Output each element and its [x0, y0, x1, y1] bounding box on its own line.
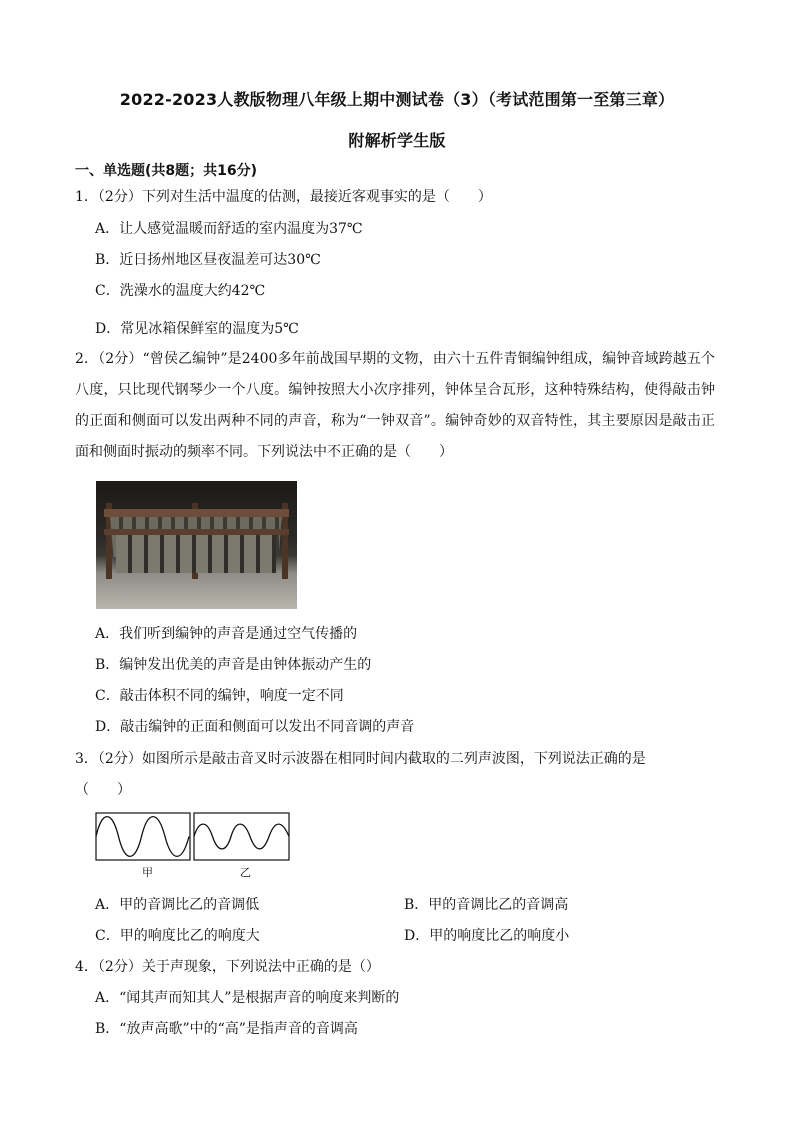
bianzhong-bells-photo: [96, 481, 297, 609]
question-3-option-a: A．甲的音调比乙的音调低: [95, 897, 260, 913]
question-1-option-b: B．近日扬州地区昼夜温差可达30℃: [95, 252, 321, 268]
question-1-option-d: D．常见冰箱保鲜室的温度为5℃: [95, 321, 299, 337]
document-title: 2022-2023人教版物理八年级上期中测试卷（3）（考试范围第一至第三章）: [119, 90, 675, 109]
question-1-option-a: A．让人感觉温暖而舒适的室内温度为37℃: [95, 221, 363, 237]
question-2-stem: 2．（2分）“曾侯乙编钟”是2400多年前战国早期的文物，由六十五件青铜编钟组成，编钟音域跨越五个八度，只比现代钢琴少一个八度。编钟按照大小次序排列，钟体呈合瓦形，这种特殊结构，使得敲击钟的正面和侧面可以发出两种不同的声音，称为“一钟双音”。编钟奇妙的双音特性，其主要原因是敲击正面和侧面时振动的频率不同。下列说法中不正确的是（ ）: [75, 351, 715, 460]
question-1-option-c: C．洗澡水的温度大约42℃: [95, 283, 266, 299]
question-2-option-d: D．敲击编钟的正面和侧面可以发出不同音调的声音: [95, 719, 415, 735]
wave-label-jia: 甲: [142, 866, 153, 879]
question-4-option-a: A．“闻其声而知其人”是根据声音的响度来判断的: [95, 990, 400, 1006]
question-2-option-a: A．我们听到编钟的声音是通过空气传播的: [95, 626, 358, 642]
wave-yi: [194, 813, 289, 860]
document-subtitle: 附解析学生版: [348, 131, 446, 150]
wave-jia: [96, 813, 190, 860]
question-3-paren: （ ）: [75, 782, 131, 798]
question-2-option-c: C．敲击体积不同的编钟，响度一定不同: [95, 688, 344, 704]
question-3-stem: 3．（2分）如图所示是敲击音叉时示波器在相同时间内截取的二列声波图，下列说法正确的是: [75, 751, 646, 767]
sound-wave-figure: [95, 812, 291, 862]
wave-label-yi: 乙: [240, 866, 251, 879]
question-3-option-d: D．甲的响度比乙的响度小: [404, 928, 570, 944]
question-3-option-b: B．甲的音调比乙的音调高: [404, 897, 569, 913]
question-4-stem: 4．（2分）关于声现象，下列说法中正确的是（）: [75, 959, 380, 975]
question-1-stem: 1．（2分）下列对生活中温度的估测，最接近客观事实的是（ ）: [75, 189, 492, 205]
question-3-option-c: C．甲的响度比乙的响度大: [95, 928, 260, 944]
question-4-option-b: B．“放声高歌”中的“高”是指声音的音调高: [95, 1021, 358, 1037]
question-2-option-b: B．编钟发出优美的声音是由钟体振动产生的: [95, 657, 372, 673]
section-heading: 一、单选题(共8题；共16分): [75, 163, 258, 179]
